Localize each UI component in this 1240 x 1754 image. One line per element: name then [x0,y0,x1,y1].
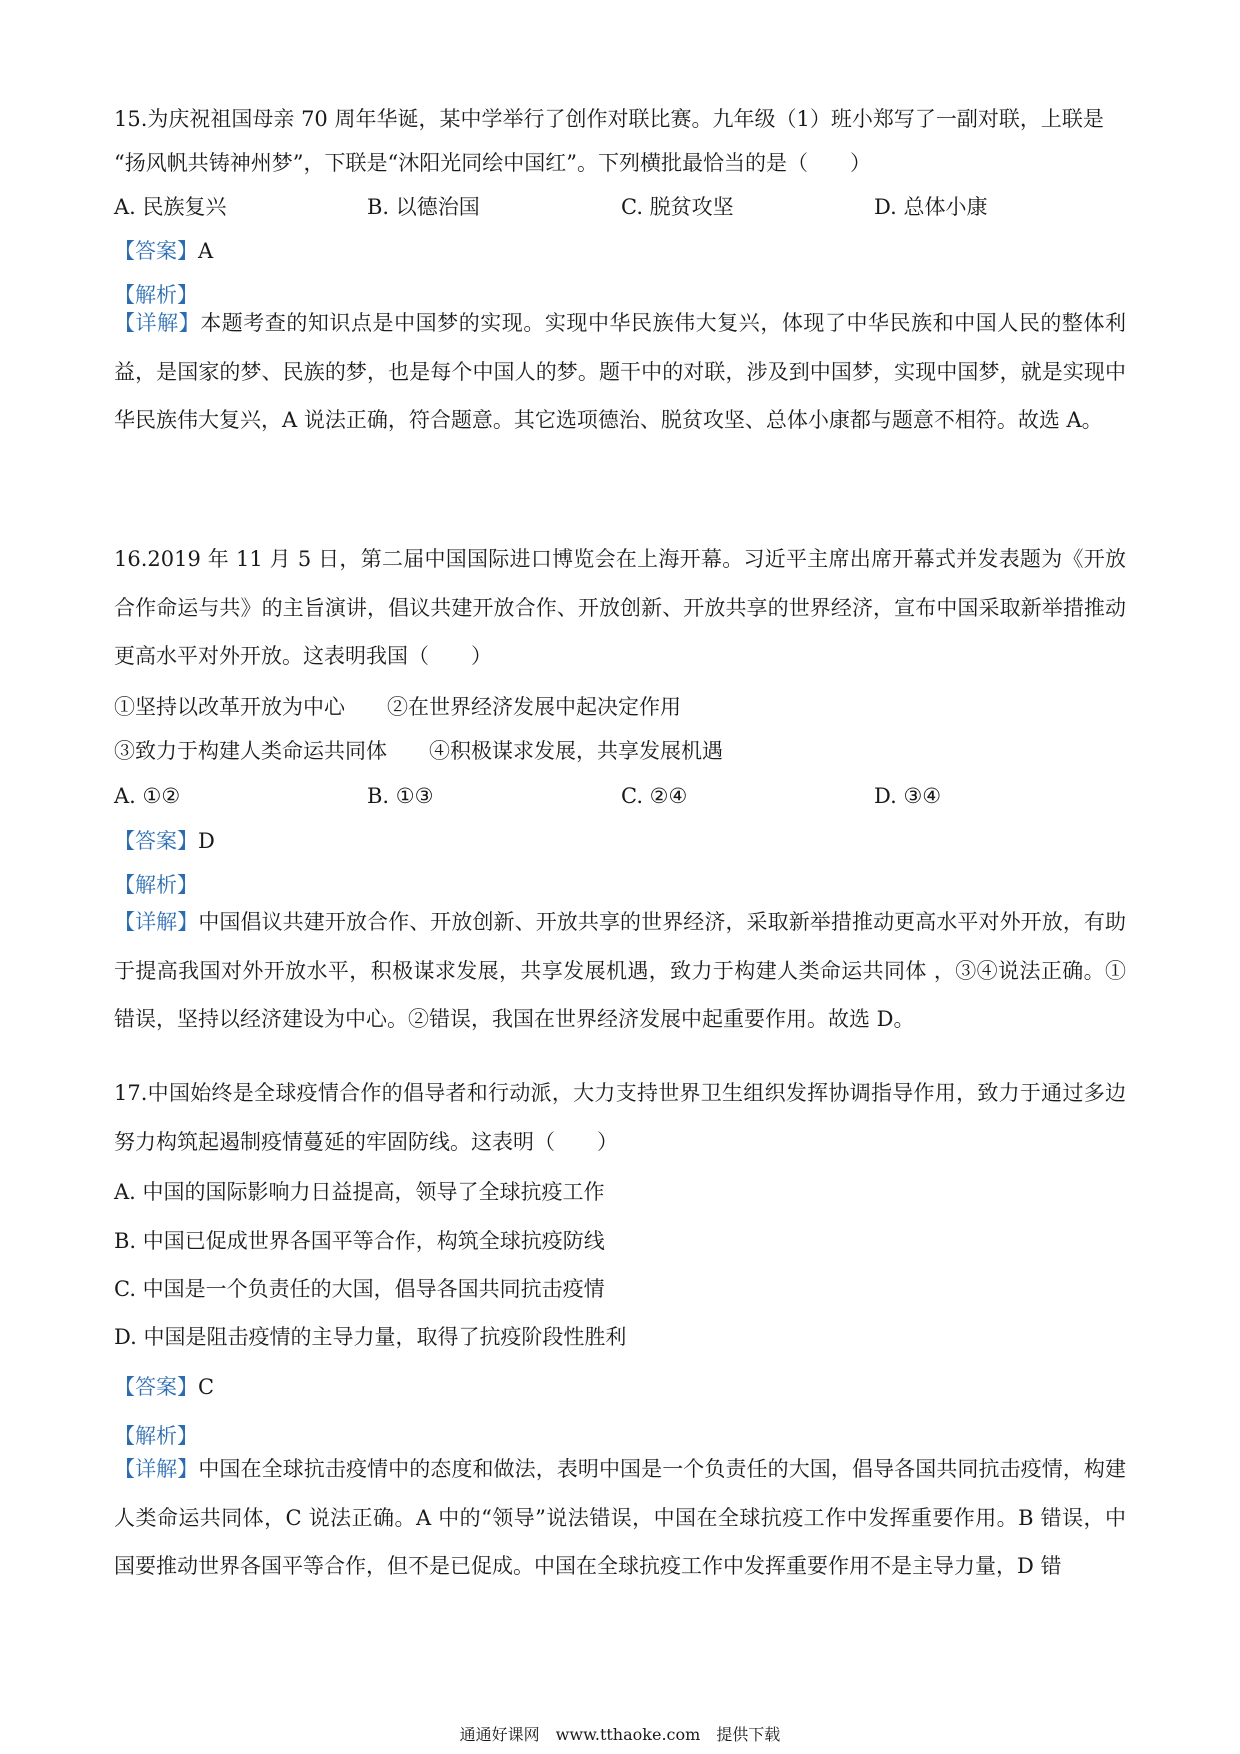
q15-option-b: B. 以德治国 [367,195,480,219]
q17-option-b: B. 中国已促成世界各国平等合作，构筑全球抗疫防线 [114,1229,605,1253]
answer-value: D [198,829,215,853]
q16-items-line-1: ①坚持以改革开放为中心 ②在世界经济发展中起决定作用 [114,695,681,719]
q15-answer [114,236,213,266]
q17-stem: 17.中国始终是全球疫情合作的倡导者和行动派，大力支持世界卫生组织发挥协调指导作用，致力于通过多边努力构筑起遏制疫情蔓延的牢固防线。这表明（ ） [114,1081,1126,1154]
detail-tag: 【详解】 [114,311,201,335]
detail-tag: 【详解】 [114,910,199,934]
q15-stem-line-2: “扬风帆共铸神州梦”，下联是“沐阳光同绘中国红”。下列横批最恰当的是（ ） [114,151,871,175]
q16-detail [114,898,1126,1044]
answer-tag: 【答案】 [114,239,198,263]
answer-value: C [198,1375,215,1399]
q16-answer [114,826,215,856]
q15-stem-line-1: 15.为庆祝祖国母亲 70 周年华诞，某中学举行了创作对联比赛。九年级（1）班小郑写了一副对联，上联是 [114,107,1104,131]
detail-text: 中国倡议共建开放合作、开放创新、开放共享的世界经济，采取新举措推动更高水平对外开放，有助于提高我国对外开放水平，积极谋求发展，共享发展机遇，致力于构建人类命运共同体 ，③④说法正确。①错误，坚持以经济建设为中心。②错误，我国在世界经济发展中起重要作用。故选 D。 [114,910,1126,1032]
q17-option-c: C. 中国是一个负责任的大国，倡导各国共同抗击疫情 [114,1277,605,1301]
answer-tag: 【答案】 [114,1375,198,1399]
q15-option-c: C. 脱贫攻坚 [621,195,734,219]
detail-text: 中国在全球抗击疫情中的态度和做法，表明中国是一个负责任的大国，倡导各国共同抗击疫情，构建人类命运共同体，C 说法正确。A 中的“领导”说法错误，中国在全球抗疫工作中发挥重要作用。B 错误，中国要推动世界各国平等合作，但不是已促成。中国在全球抗疫工作中发挥重要作用不是主导力量，D 错 [114,1457,1126,1579]
q15-detail [114,299,1126,445]
q17-answer [114,1372,214,1402]
q17-detail [114,1445,1126,1591]
q16-option-c: C. ②④ [621,784,688,808]
q16-option-b: B. ①③ [367,784,434,808]
q16-analysis-tag: 【解析】 [114,873,198,897]
q17-option-d: D. 中国是阻击疫情的主导力量，取得了抗疫阶段性胜利 [114,1325,627,1349]
q17-option-a: A. 中国的国际影响力日益提高，领导了全球抗疫工作 [114,1180,605,1204]
detail-text: 本题考查的知识点是中国梦的实现。实现中华民族伟大复兴，体现了中华民族和中国人民的整体利益，是国家的梦、民族的梦，也是每个中国人的梦。题干中的对联，涉及到中国梦，实现中国梦，就是实现中华民族伟大复兴，A 说法正确，符合题意。其它选项德治、脱贫攻坚、总体小康都与题意不相符。故选 A。 [114,311,1127,433]
q16-items-line-2: ③致力于构建人类命运共同体 ④积极谋求发展，共享发展机遇 [114,739,723,763]
answer-tag: 【答案】 [114,829,198,853]
q16-option-d: D. ③④ [874,784,942,808]
q16-stem: 16.2019 年 11 月 5 日，第二届中国国际进口博览会在上海开幕。习近平主席出席开幕式并发表题为《开放合作命运与共》的主旨演讲，倡议共建开放合作、开放创新、开放共享的世界经济，宣布中国采取新举措推动更高水平对外开放。这表明我国（ ） [114,547,1126,669]
page-footer: 通通好课网 www.tthaoke.com 提供下载 [459,1725,781,1744]
q15-option-a: A. 民族复兴 [114,195,227,219]
q15-analysis-tag: 【解析】 [114,283,198,307]
q17-analysis-tag: 【解析】 [114,1424,198,1448]
q15-option-d: D. 总体小康 [874,195,988,219]
q16-option-a: A. ①② [114,784,181,808]
answer-value: A [198,239,214,263]
detail-tag: 【详解】 [114,1457,199,1481]
